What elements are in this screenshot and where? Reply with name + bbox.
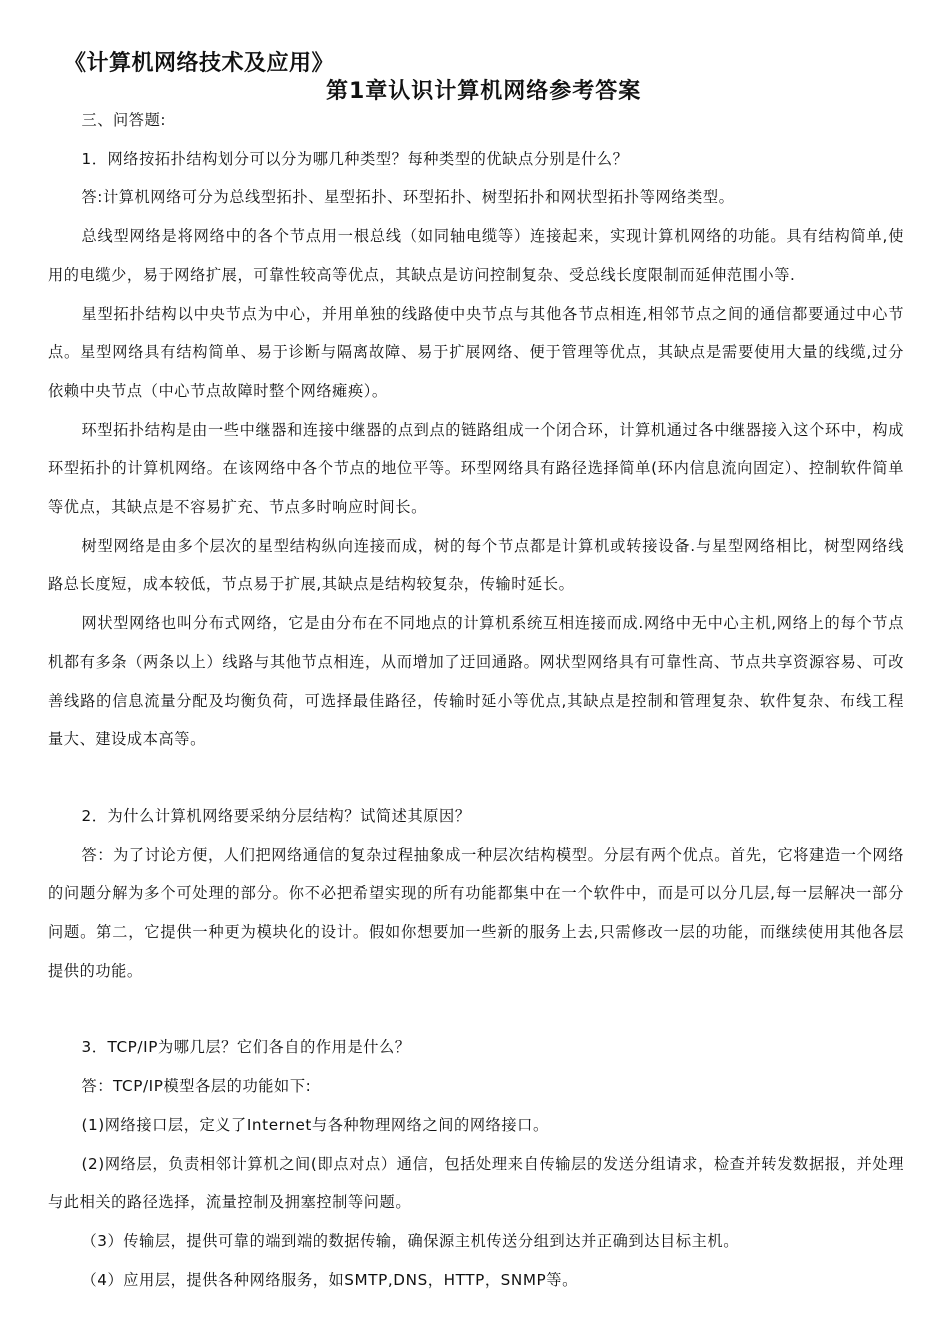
answer-3-layer-3: （3）传输层，提供可靠的端到端的数据传输，确保源主机传送分组到达并正确到达目标主机。 (81, 1231, 739, 1250)
paragraph-gap (48, 759, 904, 797)
book-title: 《计算机网络技术及应用》 (64, 51, 335, 76)
paragraph-gap (48, 990, 904, 1028)
answer-3-layer-2: (2)网络层，负责相邻计算机之间(即点对点）通信，包括处理来自传输层的发送分组请求，检查并转发数据报，并处理与此相关的路径选择，流量控制及拥塞控制等问题。 (48, 1154, 904, 1212)
answer-3-layer-4: （4）应用层，提供各种网络服务，如SMTP,DNS，HTTP，SNMP等。 (81, 1270, 578, 1289)
answer-1-tree: 树型网络是由多个层次的星型结构纵向连接而成，树的每个节点都是计算机或转接设备.与星型网络相比，树型网络线路总长度短，成本较低，节点易于扩展,其缺点是结构较复杂，传输时延长。 (48, 536, 904, 594)
chapter-title: 第1章认识计算机网络参考答案 (326, 79, 642, 104)
answer-1-ring: 环型拓扑结构是由一些中继器和连接中继器的点到点的链路组成一个闭合环，计算机通过各中继器接入这个环中，构成环型拓扑的计算机网络。在该网络中各个节点的地位平等。环型网络具有路径选择简单(环内信息流向固定）、控制软件简单等优点，其缺点是不容易扩充、节点多时响应时间长。 (48, 420, 904, 517)
document-body (48, 101, 904, 1299)
question-2: 2．为什么计算机网络要采纳分层结构？试简述其原因？ (81, 806, 471, 825)
answer-2: 答：为了讨论方便，人们把网络通信的复杂过程抽象成一种层次结构模型。分层有两个优点。首先，它将建造一个网络的问题分解为多个可处理的部分。你不必把希望实现的所有功能都集中在一个软件中，而是可以分几层,每一层解决一部分问题。第二，它提供一种更为模块化的设计。假如你想要加一些新的服务上去,只需修改一层的功能，而继续使用其他各层提供的功能。 (48, 845, 904, 980)
answer-1-star: 星型拓扑结构以中央节点为中心，并用单独的线路使中央节点与其他各节点相连,相邻节点之间的通信都要通过中心节点。星型网络具有结构简单、易于诊断与隔离故障、易于扩展网络、便于管理等优点，其缺点是需要使用大量的线缆,过分依赖中央节点（中心节点故障时整个网络瘫痪）。 (48, 304, 904, 400)
answer-1-intro: 答:计算机网络可分为总线型拓扑、星型拓扑、环型拓扑、树型拓扑和网状型拓扑等网络类型。 (81, 188, 735, 207)
answer-1-bus: 总线型网络是将网络中的各个节点用一根总线（如同轴电缆等）连接起来，实现计算机网络的功能。具有结构简单,使用的电缆少，易于网络扩展，可靠性较高等优点，其缺点是访问控制复杂、受总线长度限制而延伸范围小等. (48, 227, 904, 284)
question-3: 3．TCP/IP为哪几层？它们各自的作用是什么？ (81, 1038, 411, 1057)
answer-3-layer-1: (1)网络接口层，定义了Internet与各种物理网络之间的网络接口。 (81, 1115, 549, 1134)
section-heading: 三、问答题: (81, 111, 167, 129)
answer-3-intro: 答：TCP/IP模型各层的功能如下: (81, 1077, 312, 1096)
question-1: 1．网络按拓扑结构划分可以分为哪几种类型？每种类型的优缺点分别是什么？ (81, 149, 629, 168)
answer-1-mesh: 网状型网络也叫分布式网络，它是由分布在不同地点的计算机系统互相连接而成.网络中无中心主机,网络上的每个节点机都有多条（两条以上）线路与其他节点相连，从而增加了迂回通路。网状型网络具有可靠性高、节点共享资源容易、可改善线路的信息流量分配及均衡负荷，可选择最佳路径，传输时延小等优点,其缺点是控制和管理复杂、软件复杂、布线工程量大、建设成本高等。 (48, 614, 904, 749)
